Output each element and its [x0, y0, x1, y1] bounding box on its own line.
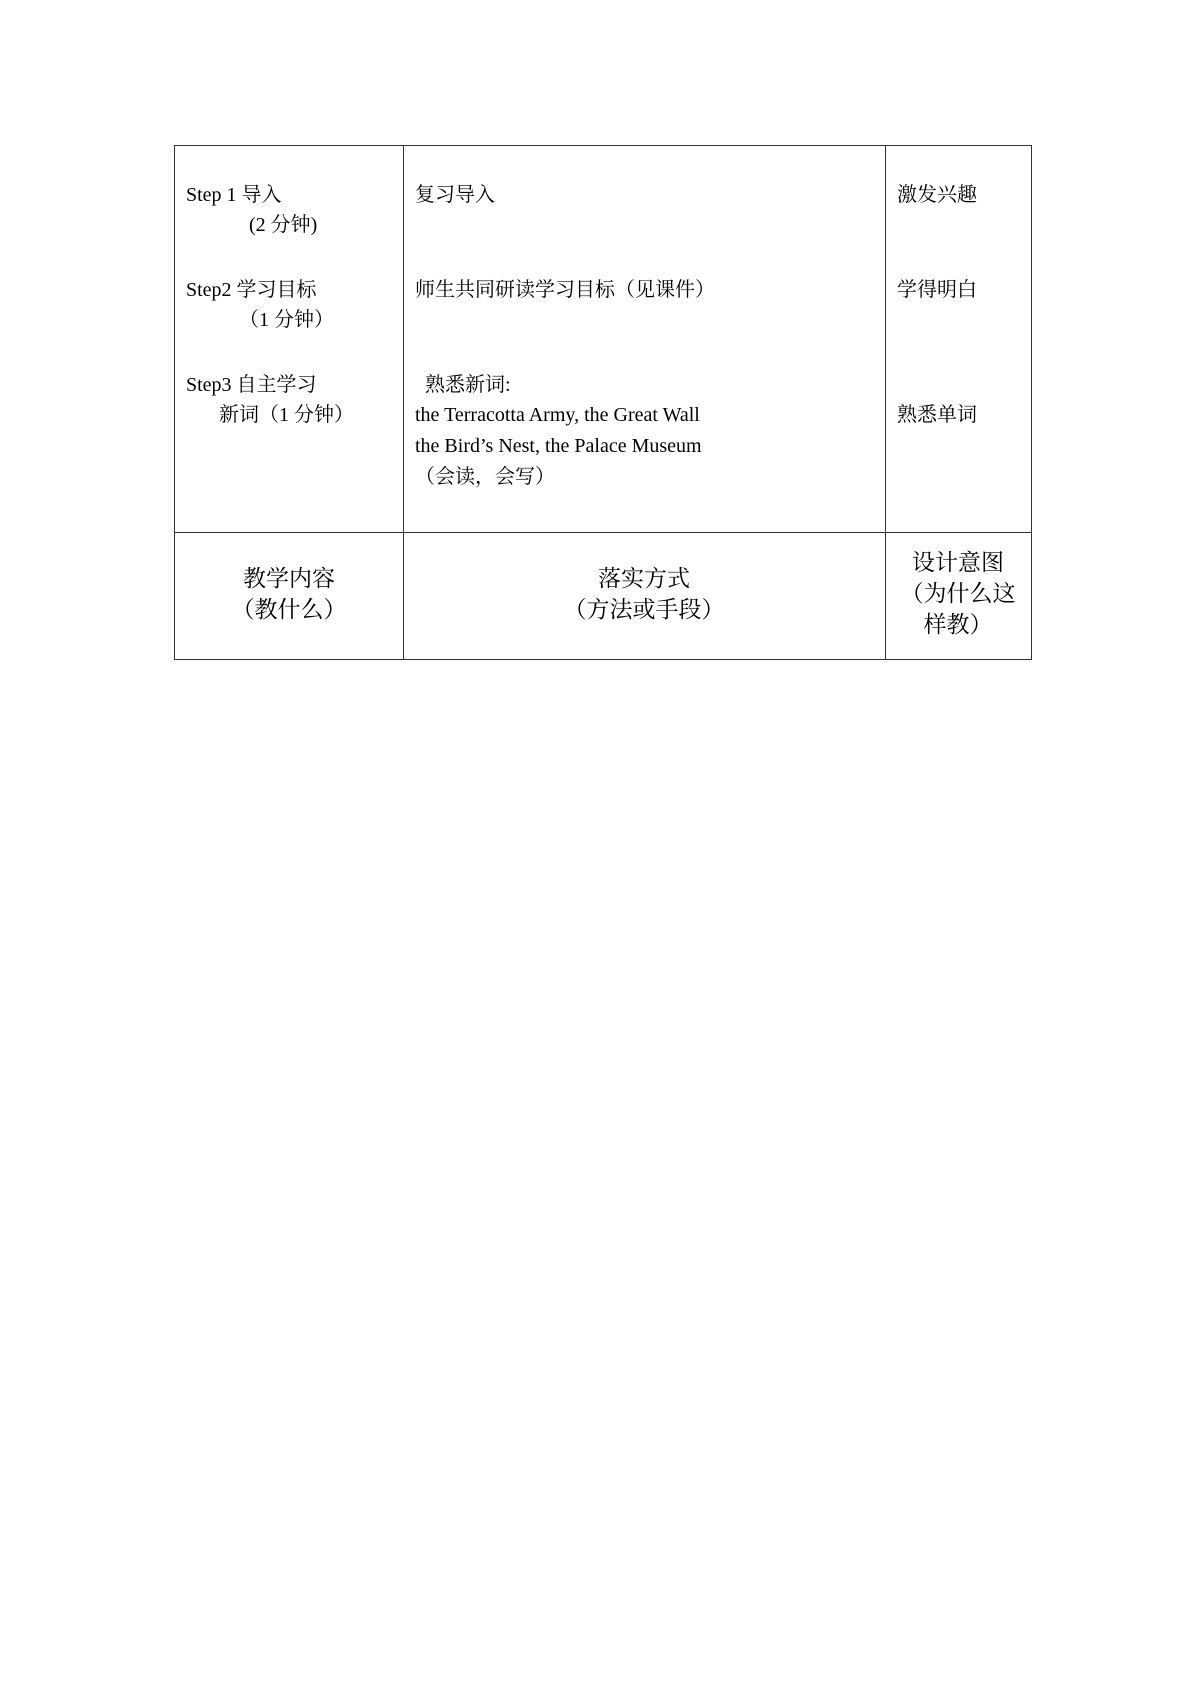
header-method-title: 落实方式 — [598, 566, 690, 591]
step2-time: （1 分钟） — [239, 309, 334, 331]
step2-intent: 学得明白 — [897, 279, 977, 301]
header-intent-subtitle: （为什么这 — [900, 581, 1016, 606]
step1-method: 复习导入 — [415, 184, 495, 206]
step3-time: 新词（1 分钟） — [219, 404, 354, 426]
step3-method-line: the Bird’s Nest, the Palace Museum — [415, 435, 702, 457]
header-content-subtitle: （教什么） — [231, 597, 347, 622]
lesson-plan-table — [174, 145, 1032, 660]
step2-label: Step2 学习目标 — [186, 279, 317, 301]
step1-intent: 激发兴趣 — [897, 184, 977, 206]
step2-method: 师生共同研读学习目标（见课件） — [415, 279, 715, 301]
step1-time: (2 分钟) — [249, 214, 318, 236]
header-content-title — [175, 563, 403, 594]
step3-method-line: the Terracotta Army, the Great Wall — [415, 404, 700, 426]
step3-label: Step3 自主学习 — [186, 374, 317, 396]
step3-method-line: （会读，会写） — [415, 466, 555, 488]
header-intent-title: 设计意图 — [912, 550, 1004, 575]
step3-intent: 熟悉单词 — [897, 404, 977, 426]
header-method-subtitle: （方法或手段） — [563, 597, 725, 622]
header-content-title-text: 教学内容 — [243, 566, 335, 591]
step1-label: Step 1 导入 — [186, 184, 282, 206]
row-divider — [175, 532, 1031, 533]
step3-method-line: 熟悉新词: — [425, 374, 511, 396]
header-intent-subtitle-cont: 样教） — [923, 612, 993, 637]
